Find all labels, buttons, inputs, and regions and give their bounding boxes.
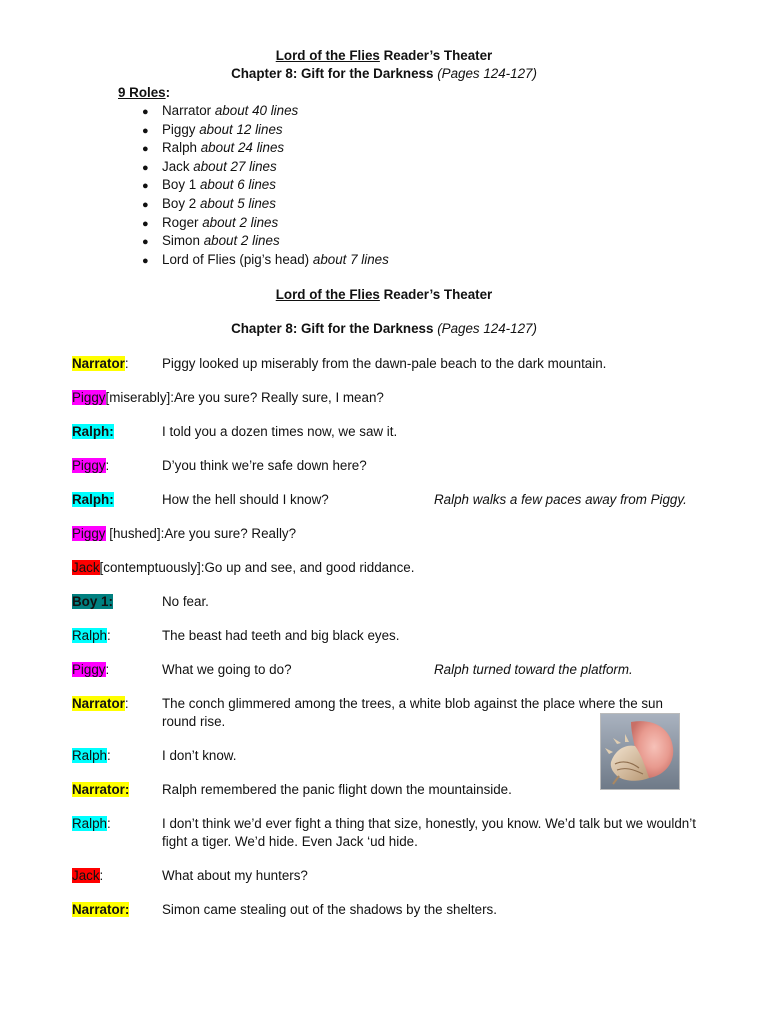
roles-list [142,102,389,269]
script-chapter-heading: Chapter 8: Gift for the Darkness (Pages 124-127) [231,321,537,336]
line-text: I told you a dozen times now, we saw it. [162,424,398,439]
role-item: ● Piggy about 12 lines [142,121,389,140]
conch-shell-image [600,713,680,790]
speaker-ralph: Ralph: [72,492,114,507]
speaker-piggy: Piggy [72,662,106,677]
bullet-icon: ● [142,161,149,174]
stage-direction: Ralph turned toward the platform. [434,662,633,677]
bullet-icon: ● [142,106,149,118]
line-text: I don’t know. [162,748,237,763]
role-item: ● Narrator about 40 lines [142,102,389,121]
bullet-icon: ● [142,124,149,137]
line-text: Piggy looked up miserably from the dawn-pale beach to the dark mountain. [162,356,607,371]
role-item: ● Roger about 2 lines [142,214,389,233]
line-text: Ralph remembered the panic flight down the mountainside. [162,782,512,797]
document-page: Lord of the Flies Reader’s Theater Chapter 8: Gift for the Darkness (Pages 124-127) 9 Roles: ● Narrator about 40 lines ● Piggy about 12 lines ● Ralph about 24 lines ● Jack about 27 lines ● Boy 1 about 6 lines ● Boy 2 about 5 lines ● Roger about 2 lines ● Simon about 2 lines ● Lord of Flies (pig’s head) about 7 lines Lord of the Flies Reader’s Theater Chapter 8: Gift for the Darkness (Pages 124-127) Narrator: Piggy looked up miserably from the dawn-pale beach to the dark mountain. Piggy[miserably]:Are you sure? Really sure, I mean? Ralph: I told you a dozen times now, we saw it. Piggy: D’you think we’re safe down here? Ralph: How the hell should I know? Ralph walks a few paces away from Piggy. Piggy [hushed]:Are you sure? Really? Jack[contemptuously]:Go up and see, and good riddance. Boy 1: No fear. Ralph: The beast had teeth and big black eyes. Piggy: What we going to do? Ralph turned toward the platform. Narrator: The conch glimmered among the trees, a white blob against the place where the sun round rise. Ralph: I don’t know. Narrator: Ralph remembered the panic flight down the mountainside. Ralph: I don’t think we’d ever fight a thing that size, honestly, you know. We’d talk but we wouldn’t fight a tiger. We’d hide. Even Jack ‘ud hide. Jack: What about my hunters? Narrator: Simon came stealing out of the shadows by the shelters. [0,0,768,1024]
role-item: ● Simon about 2 lines [142,232,389,251]
line-text: How the hell should I know? [162,492,329,507]
line-text: What we going to do? [162,662,292,677]
line-text: What about my hunters? [162,868,308,883]
chapter-heading [0,66,768,81]
bullet-icon: ● [142,217,149,230]
title-book-name: Lord of the Flies [275,48,380,63]
document-title [0,48,768,63]
speaker-ralph: Ralph [72,628,107,643]
speaker-piggy: Piggy [72,390,106,405]
speaker-ralph: Ralph [72,748,107,763]
bullet-icon: ● [142,198,149,211]
speaker-narrator: Narrator: [72,782,130,797]
conch-icon [601,714,679,789]
roles-heading: 9 Roles: [118,85,171,100]
title-suffix: Reader’s Theater [379,48,493,63]
chapter-title: Chapter 8: Gift for the Darkness [231,66,434,81]
role-item: ● Boy 1 about 6 lines [142,176,389,195]
line-text: The conch glimmered among the trees, a white blob against the place where the sun round rise. [162,696,663,729]
bullet-icon: ● [142,236,149,249]
role-item: ● Jack about 27 lines [142,158,389,177]
stage-direction: Ralph walks a few paces away from Piggy. [434,492,687,507]
speaker-narrator: Narrator [72,356,125,371]
role-item: ● Lord of Flies (pig’s head) about 7 lines [142,251,389,270]
line-text: D’you think we’re safe down here? [162,458,367,473]
speaker-piggy: Piggy [72,526,106,541]
role-item: ● Boy 2 about 5 lines [142,195,389,214]
line-text: No fear. [162,594,209,609]
speaker-piggy: Piggy [72,458,106,473]
speaker-ralph: Ralph: [72,424,114,439]
speaker-ralph: Ralph [72,816,107,831]
speaker-narrator: Narrator: [72,902,130,917]
speaker-narrator: Narrator [72,696,125,711]
line-text: Simon came stealing out of the shadows by the shelters. [162,902,497,917]
chapter-pages: (Pages 124-127) [437,66,537,81]
line-text: The beast had teeth and big black eyes. [162,628,400,643]
role-item: ● Ralph about 24 lines [142,139,389,158]
bullet-icon: ● [142,180,149,193]
bullet-icon: ● [142,254,149,267]
script-title: Lord of the Flies Reader’s Theater [275,287,493,302]
speaker-jack: Jack [72,868,100,883]
line-text: I don’t think we’d ever fight a thing that size, honestly, you know. We’d talk but we wouldn’t fight a tiger. We’d hide. Even Jack ‘ud hide. [162,816,696,849]
speaker-jack: Jack [72,560,100,575]
bullet-icon: ● [142,143,149,156]
speaker-boy-1: Boy 1: [72,594,113,609]
